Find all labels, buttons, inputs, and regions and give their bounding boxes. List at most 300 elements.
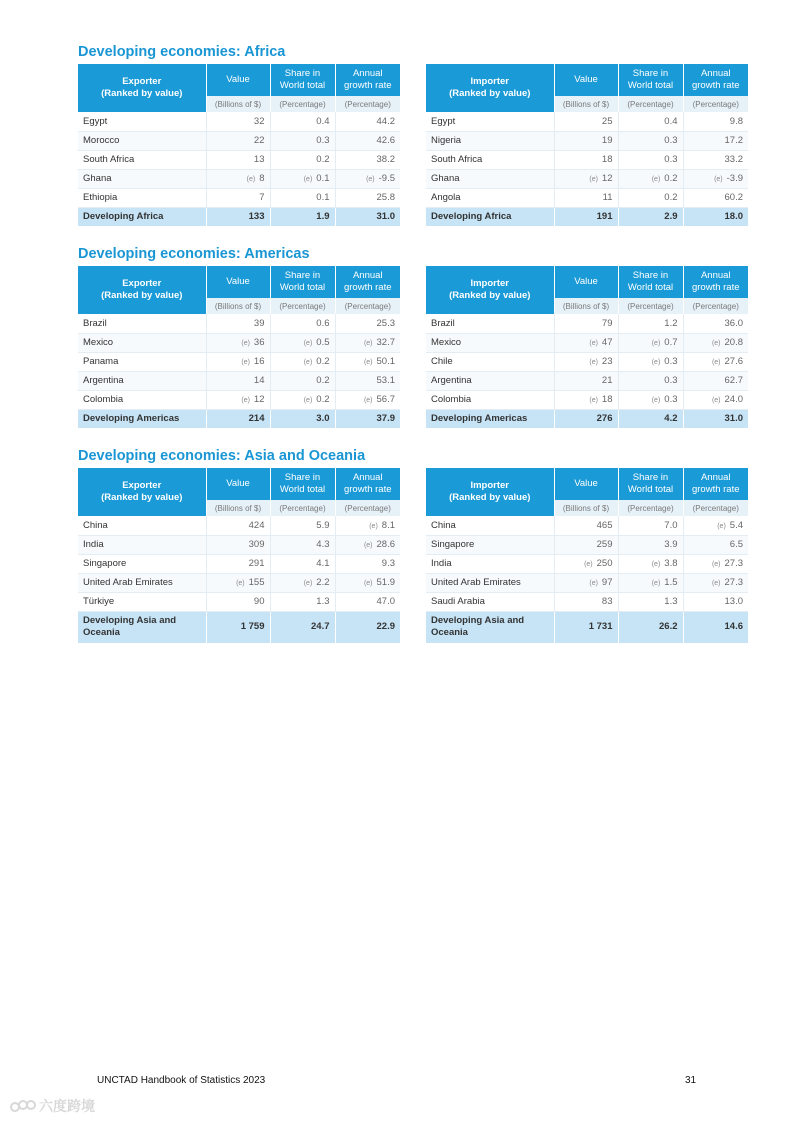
unit-label: (Percentage) (618, 500, 683, 516)
economy-name: Ghana (78, 169, 206, 188)
cell-value: 25.3 (376, 317, 395, 329)
unit-label: (Percentage) (683, 96, 748, 112)
column-header: Value (206, 468, 270, 500)
economy-name: Chile (426, 352, 554, 371)
total-value: 276 (554, 409, 618, 428)
table-row (78, 390, 400, 409)
value-cell (206, 131, 270, 150)
total-row (78, 409, 400, 428)
table-row (426, 535, 748, 554)
table-body (78, 112, 400, 226)
estimate-flag: (e) (303, 397, 313, 404)
column-header: Value (206, 64, 270, 96)
ranking-header: Importer (Ranked by value) (426, 266, 554, 314)
estimate-flag: (e) (589, 176, 598, 183)
table-body (78, 516, 400, 643)
estimate-flag: (e) (651, 340, 661, 347)
ranking-header: Importer (Ranked by value) (426, 64, 554, 112)
cell-value: 1.2 (664, 317, 678, 329)
economy-name: Morocco (78, 131, 206, 150)
value-cell (206, 592, 270, 611)
economy-name: Nigeria (426, 131, 554, 150)
value-cell (206, 314, 270, 333)
section-title-africa: Developing economies: Africa (78, 44, 286, 60)
total-value: 2.9 (618, 207, 683, 226)
cell-value: 90 (253, 596, 265, 607)
estimate-flag: (e) (584, 561, 593, 568)
unit-label: (Percentage) (618, 298, 683, 314)
value-cell (206, 573, 270, 592)
growth-cell (683, 554, 748, 573)
total-row (78, 207, 400, 226)
table-header (78, 266, 400, 314)
total-row (426, 409, 748, 428)
column-header: Share in World total (618, 468, 683, 500)
estimate-flag: (e) (363, 359, 373, 366)
column-header: Annual growth rate (335, 468, 400, 500)
estimate-flag: (e) (303, 580, 313, 587)
economy-name: Argentina (78, 371, 206, 390)
economy-name: Argentina (426, 371, 554, 390)
estimate-flag: (e) (236, 580, 245, 587)
cell-value: 465 (596, 519, 613, 531)
value-cell (554, 169, 618, 188)
economy-name: Panama (78, 352, 206, 371)
cell-value: 3.9 (664, 539, 678, 550)
total-value: 133 (206, 207, 270, 226)
watermark-text: 六度跨境 (39, 1098, 95, 1114)
cell-value: 83 (601, 596, 613, 607)
cell-value: 0.5 (316, 337, 330, 348)
estimate-flag: (e) (241, 397, 250, 404)
value-cell (554, 516, 618, 535)
growth-cell (335, 371, 400, 390)
header-row (426, 266, 748, 298)
cell-value: 0.2 (664, 173, 678, 184)
table-header (78, 468, 400, 516)
estimate-flag: (e) (363, 340, 373, 347)
column-header: Value (554, 468, 618, 500)
estimate-flag: (e) (363, 397, 373, 404)
estimate-flag: (e) (303, 359, 313, 366)
cell-value: 25.8 (376, 192, 395, 203)
economy-name: Egypt (78, 112, 206, 131)
cell-value: 9.3 (381, 558, 395, 569)
cell-value: 24.0 (724, 394, 743, 405)
estimate-flag: (e) (363, 542, 373, 549)
unit-label: (Percentage) (335, 500, 400, 516)
cell-value: 0.2 (664, 192, 678, 203)
table-row (78, 314, 400, 333)
estimate-flag: (e) (711, 580, 721, 587)
estimate-flag: (e) (711, 359, 721, 366)
economy-name: South Africa (426, 150, 554, 169)
unit-label: (Billions of $) (554, 500, 618, 516)
share-cell (618, 352, 683, 371)
africa-exporters-table (78, 64, 400, 226)
column-header: Annual growth rate (683, 266, 748, 298)
column-header: Value (206, 266, 270, 298)
share-cell (618, 131, 683, 150)
unit-label: (Billions of $) (206, 96, 270, 112)
total-value: 31.0 (335, 207, 400, 226)
table-body (78, 314, 400, 428)
cell-value: 0.1 (316, 173, 330, 184)
share-cell (618, 535, 683, 554)
growth-cell (683, 131, 748, 150)
value-cell (554, 390, 618, 409)
cell-value: 36 (253, 337, 265, 348)
estimate-flag: (e) (246, 176, 256, 183)
americas-exporters-table (78, 266, 400, 428)
column-header: Annual growth rate (335, 266, 400, 298)
cell-value: 23 (601, 356, 613, 367)
growth-cell (683, 314, 748, 333)
growth-cell (335, 390, 400, 409)
table-row (426, 150, 748, 169)
cell-value: 8.1 (381, 519, 395, 531)
cell-value: 0.3 (664, 154, 678, 165)
value-cell (554, 333, 618, 352)
table-header (426, 64, 748, 112)
cell-value: 17.2 (724, 135, 743, 146)
total-value: 37.9 (335, 409, 400, 428)
growth-cell (335, 592, 400, 611)
cell-value: 9.8 (729, 115, 743, 127)
cell-value: 6.5 (729, 539, 743, 550)
cell-value: 33.2 (724, 154, 743, 165)
estimate-flag: (e) (369, 522, 378, 530)
economy-name: Colombia (78, 390, 206, 409)
growth-cell (683, 352, 748, 371)
value-cell (554, 592, 618, 611)
total-value: 24.7 (270, 611, 335, 643)
total-row (426, 611, 748, 643)
column-header: Value (554, 266, 618, 298)
cell-value: 7.0 (664, 519, 678, 531)
cell-value: 12 (601, 173, 613, 184)
share-cell (270, 592, 335, 611)
growth-cell (683, 169, 748, 188)
share-cell (270, 188, 335, 207)
economy-name: India (78, 535, 206, 554)
column-header: Value (554, 64, 618, 96)
value-cell (206, 188, 270, 207)
cell-value: 13.0 (724, 596, 743, 607)
share-cell (618, 188, 683, 207)
estimate-flag: (e) (651, 580, 661, 587)
share-cell (270, 390, 335, 409)
cell-value: 22 (253, 135, 265, 146)
table-body (426, 516, 748, 643)
growth-cell (335, 352, 400, 371)
total-value: 1 731 (554, 611, 618, 643)
table-row (426, 371, 748, 390)
cell-value: 5.4 (729, 519, 743, 531)
cell-value: 18 (601, 394, 613, 405)
cell-value: 0.3 (664, 375, 678, 386)
value-cell (206, 516, 270, 535)
cell-value: 5.9 (316, 519, 330, 531)
economy-name: Brazil (426, 314, 554, 333)
estimate-flag: (e) (651, 359, 661, 366)
estimate-flag: (e) (651, 397, 661, 404)
cell-value: 56.7 (376, 394, 395, 405)
share-cell (270, 573, 335, 592)
total-row (78, 611, 400, 643)
cell-value: 1.5 (664, 577, 678, 588)
cell-value: 27.3 (724, 577, 743, 588)
estimate-flag: (e) (589, 580, 598, 587)
cell-value: 36.0 (724, 317, 743, 329)
total-label: Developing Asia and Oceania (78, 611, 206, 643)
table-body (426, 112, 748, 226)
share-cell (270, 333, 335, 352)
value-cell (206, 535, 270, 554)
value-cell (206, 352, 270, 371)
cell-value: 28.6 (376, 539, 395, 550)
cell-value: 18 (601, 154, 613, 165)
cell-value: 27.3 (724, 558, 743, 569)
growth-cell (683, 516, 748, 535)
table-row (426, 333, 748, 352)
column-header: Share in World total (270, 266, 335, 298)
economy-name: India (426, 554, 554, 573)
unit-label: (Percentage) (683, 298, 748, 314)
table-row (426, 554, 748, 573)
value-cell (554, 535, 618, 554)
growth-cell (335, 169, 400, 188)
growth-cell (335, 535, 400, 554)
cell-value: 0.4 (664, 115, 678, 127)
americas-importers-table (426, 266, 748, 428)
total-label: Developing Asia and Oceania (426, 611, 554, 643)
economy-name: Egypt (426, 112, 554, 131)
total-value: 191 (554, 207, 618, 226)
cell-value: 155 (248, 577, 265, 588)
estimate-flag: (e) (589, 359, 598, 366)
ranking-header: Exporter (Ranked by value) (78, 266, 206, 314)
table-row (426, 592, 748, 611)
value-cell (206, 169, 270, 188)
table-row (426, 573, 748, 592)
growth-cell (335, 573, 400, 592)
table-row (78, 169, 400, 188)
cell-value: 0.7 (664, 337, 678, 348)
cell-value: 13 (253, 154, 265, 165)
economy-name: China (78, 516, 206, 535)
economy-name: United Arab Emirates (426, 573, 554, 592)
cell-value: 0.3 (316, 135, 330, 146)
cell-value: 21 (601, 375, 613, 386)
table-row (78, 535, 400, 554)
cell-value: 250 (596, 558, 613, 569)
table-header (426, 468, 748, 516)
share-cell (270, 150, 335, 169)
estimate-flag: (e) (303, 340, 313, 347)
growth-cell (335, 112, 400, 131)
share-cell (618, 112, 683, 131)
table-row (426, 131, 748, 150)
growth-cell (683, 535, 748, 554)
share-cell (618, 554, 683, 573)
estimate-flag: (e) (711, 397, 721, 404)
share-cell (618, 150, 683, 169)
table-row (426, 516, 748, 535)
estimate-flag: (e) (711, 561, 721, 568)
growth-cell (335, 150, 400, 169)
watermark-logo-icon (10, 1099, 36, 1113)
cell-value: 0.2 (316, 375, 330, 386)
cell-value: 47 (601, 337, 613, 348)
economy-name: Saudi Arabia (426, 592, 554, 611)
cell-value: 62.7 (724, 375, 743, 386)
cell-value: 0.2 (316, 356, 330, 367)
table-row (426, 169, 748, 188)
cell-value: 291 (248, 558, 265, 569)
cell-value: 0.4 (316, 115, 330, 127)
cell-value: 7 (259, 192, 265, 203)
value-cell (554, 314, 618, 333)
table-row (78, 554, 400, 573)
share-cell (618, 516, 683, 535)
share-cell (270, 131, 335, 150)
share-cell (270, 352, 335, 371)
table-row (426, 314, 748, 333)
ranking-header: Importer (Ranked by value) (426, 468, 554, 516)
table-row (78, 371, 400, 390)
total-row (426, 207, 748, 226)
total-value: 14.6 (683, 611, 748, 643)
column-header: Annual growth rate (683, 64, 748, 96)
value-cell (554, 352, 618, 371)
economy-name: Singapore (426, 535, 554, 554)
cell-value: 4.1 (316, 558, 330, 569)
growth-cell (335, 516, 400, 535)
column-header: Annual growth rate (335, 64, 400, 96)
value-cell (554, 573, 618, 592)
value-cell (554, 150, 618, 169)
total-value: 31.0 (683, 409, 748, 428)
share-cell (270, 112, 335, 131)
share-cell (618, 371, 683, 390)
cell-value: 39 (253, 317, 265, 329)
total-label: Developing Americas (78, 409, 206, 428)
africa-importers-table (426, 64, 748, 226)
cell-value: -3.9 (726, 173, 743, 184)
column-header: Annual growth rate (683, 468, 748, 500)
share-cell (618, 169, 683, 188)
asia-oceania-exporters-table (78, 468, 400, 643)
table-row (78, 112, 400, 131)
unit-label: (Billions of $) (554, 298, 618, 314)
cell-value: 424 (248, 519, 265, 531)
column-header: Share in World total (270, 468, 335, 500)
economy-name: China (426, 516, 554, 535)
header-row (426, 468, 748, 500)
economy-name: Singapore (78, 554, 206, 573)
cell-value: 2.2 (316, 577, 330, 588)
table-row (426, 352, 748, 371)
estimate-flag: (e) (241, 340, 250, 347)
share-cell (618, 390, 683, 409)
column-header: Share in World total (618, 266, 683, 298)
unit-label: (Percentage) (270, 298, 335, 314)
growth-cell (683, 150, 748, 169)
table-row (426, 390, 748, 409)
cell-value: 4.3 (316, 539, 330, 550)
total-value: 22.9 (335, 611, 400, 643)
estimate-flag: (e) (589, 397, 598, 404)
cell-value: 27.6 (724, 356, 743, 367)
unit-label: (Percentage) (270, 500, 335, 516)
share-cell (618, 333, 683, 352)
growth-cell (335, 188, 400, 207)
cell-value: 42.6 (376, 135, 395, 146)
growth-cell (335, 333, 400, 352)
table-row (78, 131, 400, 150)
value-cell (554, 188, 618, 207)
cell-value: 32.7 (376, 337, 395, 348)
cell-value: 25 (601, 115, 613, 127)
economy-name: Angola (426, 188, 554, 207)
total-value: 26.2 (618, 611, 683, 643)
cell-value: 14 (253, 375, 265, 386)
cell-value: 8 (259, 173, 265, 184)
economy-name: South Africa (78, 150, 206, 169)
table-row (78, 352, 400, 371)
total-value: 214 (206, 409, 270, 428)
growth-cell (335, 131, 400, 150)
cell-value: 44.2 (376, 115, 395, 127)
economy-name: Ghana (426, 169, 554, 188)
value-cell (206, 371, 270, 390)
cell-value: 1.3 (316, 596, 330, 607)
cell-value: 0.2 (316, 154, 330, 165)
value-cell (206, 554, 270, 573)
estimate-flag: (e) (363, 580, 373, 587)
value-cell (554, 554, 618, 573)
cell-value: 0.2 (316, 394, 330, 405)
table-header (426, 266, 748, 314)
value-cell (554, 112, 618, 131)
total-label: Developing Africa (426, 207, 554, 226)
value-cell (206, 333, 270, 352)
growth-cell (335, 314, 400, 333)
watermark (10, 1096, 95, 1116)
footer-publication: UNCTAD Handbook of Statistics 2023 (97, 1075, 266, 1086)
cell-value: 0.3 (664, 135, 678, 146)
cell-value: 309 (248, 539, 265, 550)
unit-label: (Billions of $) (206, 500, 270, 516)
economy-name: Colombia (426, 390, 554, 409)
share-cell (618, 573, 683, 592)
cell-value: 20.8 (724, 337, 743, 348)
unit-label: (Percentage) (335, 96, 400, 112)
estimate-flag: (e) (714, 176, 723, 183)
ranking-header: Exporter (Ranked by value) (78, 468, 206, 516)
column-header: Share in World total (270, 64, 335, 96)
share-cell (270, 169, 335, 188)
table-row (78, 516, 400, 535)
cell-value: 50.1 (376, 356, 395, 367)
table-header (78, 64, 400, 112)
cell-value: 53.1 (376, 375, 395, 386)
table-row (426, 112, 748, 131)
growth-cell (683, 371, 748, 390)
cell-value: -9.5 (378, 173, 395, 184)
growth-cell (683, 333, 748, 352)
